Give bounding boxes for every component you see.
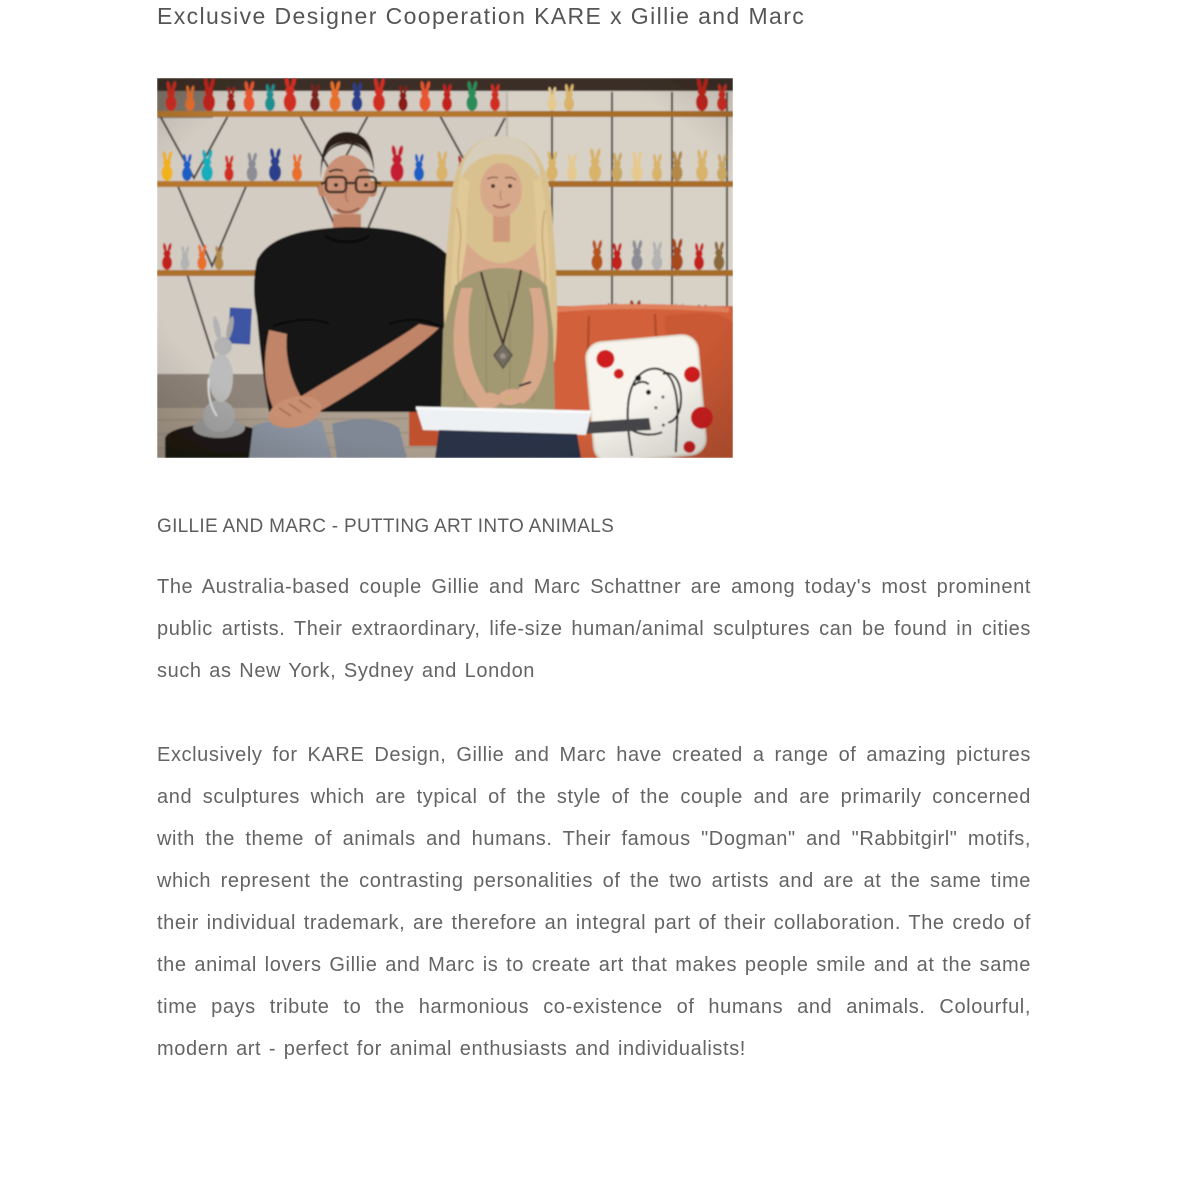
- intro-paragraph: The Australia-based couple Gillie and Marc Schattner are among today's most prominent public artists. Their extraordinary, life-size human/animal sculptures can be found in cities such as New York, Sydney and London: [157, 576, 1031, 683]
- section-heading: GILLIE AND MARC - PUTTING ART INTO ANIMALS: [157, 515, 615, 537]
- article-page: [157, 0, 1031, 1070]
- detail-paragraph: Exclusively for KARE Design, Gillie and Marc have created a range of amazing pictures and sculptures which are typical of the style of the couple and are primarily concerned with the theme of animals and humans. Their famous "Dogman" and "Rabbitgirl" motifs, which represent the contrasting personalities of the two artists and are at the same time their individual trademark, are therefore an integral part of their collaboration. The credo of the animal lovers Gillie and Marc is to create art that makes people smile and at the same time pays tribute to the harmonious co-existence of humans and animals. Colourful, modern art - perfect for animal enthusiasts and individualists!: [157, 744, 1031, 1061]
- page-title: Exclusive Designer Cooperation KARE x Gillie and Marc: [157, 3, 806, 29]
- hero-photo-illustration: [157, 78, 733, 458]
- hero-photo: [157, 78, 733, 458]
